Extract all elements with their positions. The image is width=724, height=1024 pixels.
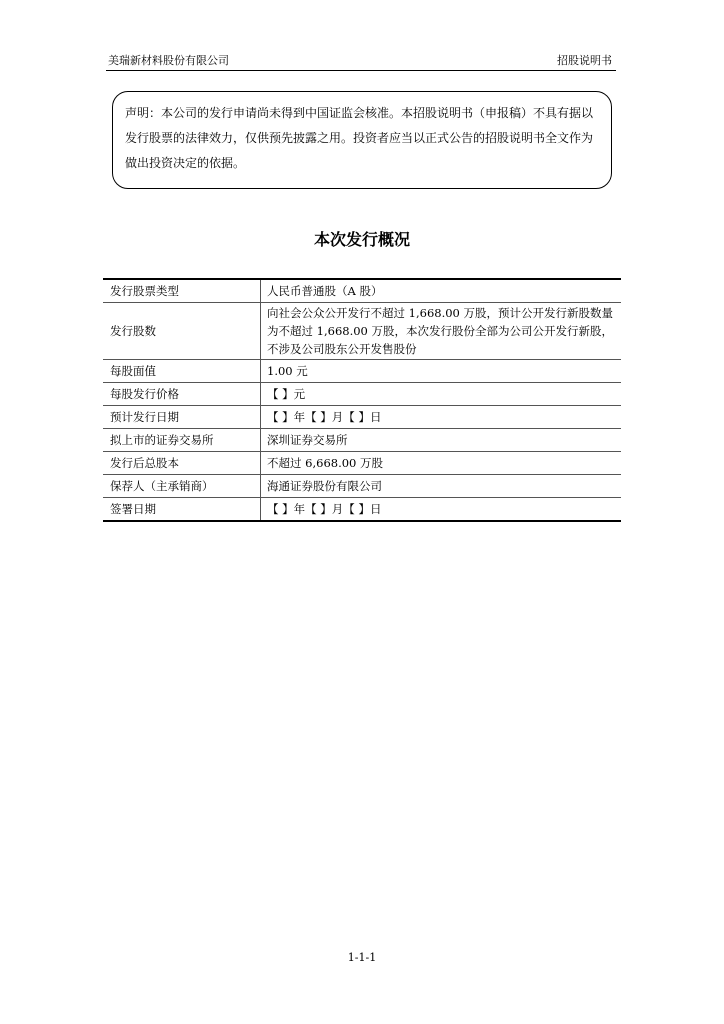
- table-row: [103, 406, 621, 429]
- table-row: [103, 429, 621, 452]
- table-row: [103, 498, 621, 522]
- table-row: [103, 303, 621, 360]
- row-value: 不超过 6,668.00 万股: [261, 452, 622, 475]
- row-value: 【 】年【 】月【 】日: [261, 406, 622, 429]
- row-label: 发行股票类型: [103, 279, 261, 303]
- row-value: 深圳证券交易所: [261, 429, 622, 452]
- page-header: [106, 50, 616, 71]
- row-label: 拟上市的证券交易所: [103, 429, 261, 452]
- row-value: 向社会公众公开发行不超过 1,668.00 万股，预计公开发行新股数量为不超过 1,668.00 万股，本次发行股份全部为公司公开发行新股，不涉及公司股东公开发售股份: [261, 303, 622, 360]
- company-name: 美瑞新材料股份有限公司: [108, 54, 229, 67]
- row-value: 人民币普通股（A 股）: [267, 284, 383, 298]
- table-row: [103, 475, 621, 498]
- section-title: 本次发行概况: [313, 230, 410, 249]
- row-value: 海通证券股份有限公司: [261, 475, 622, 498]
- disclaimer-box: [112, 91, 612, 189]
- row-value: 【 】元: [261, 383, 622, 406]
- disclaimer-text: 声明：本公司的发行申请尚未得到中国证监会核准。本招股说明书（申报稿）不具有据以发行股票的法律效力，仅供预先披露之用。投资者应当以正式公告的招股说明书全文作为做出投资决定的依据。: [125, 106, 594, 170]
- row-label: 预计发行日期: [103, 406, 261, 429]
- row-label: 每股发行价格: [103, 383, 261, 406]
- row-label: 每股面值: [103, 360, 261, 383]
- page-number: 1-1-1: [347, 951, 377, 964]
- table-row: [103, 360, 621, 383]
- row-label: 发行股数: [103, 303, 261, 360]
- table-row: [103, 452, 621, 475]
- offering-summary-table: [103, 278, 621, 522]
- row-label: 签署日期: [103, 498, 261, 522]
- row-value: 【 】年【 】月【 】日: [261, 498, 622, 522]
- document-type: 招股说明书: [557, 54, 612, 67]
- table-row: [103, 383, 621, 406]
- row-label: 发行后总股本: [103, 452, 261, 475]
- row-label: 保荐人（主承销商）: [103, 475, 261, 498]
- table-row: [103, 279, 621, 303]
- row-value: 1.00 元: [261, 360, 622, 383]
